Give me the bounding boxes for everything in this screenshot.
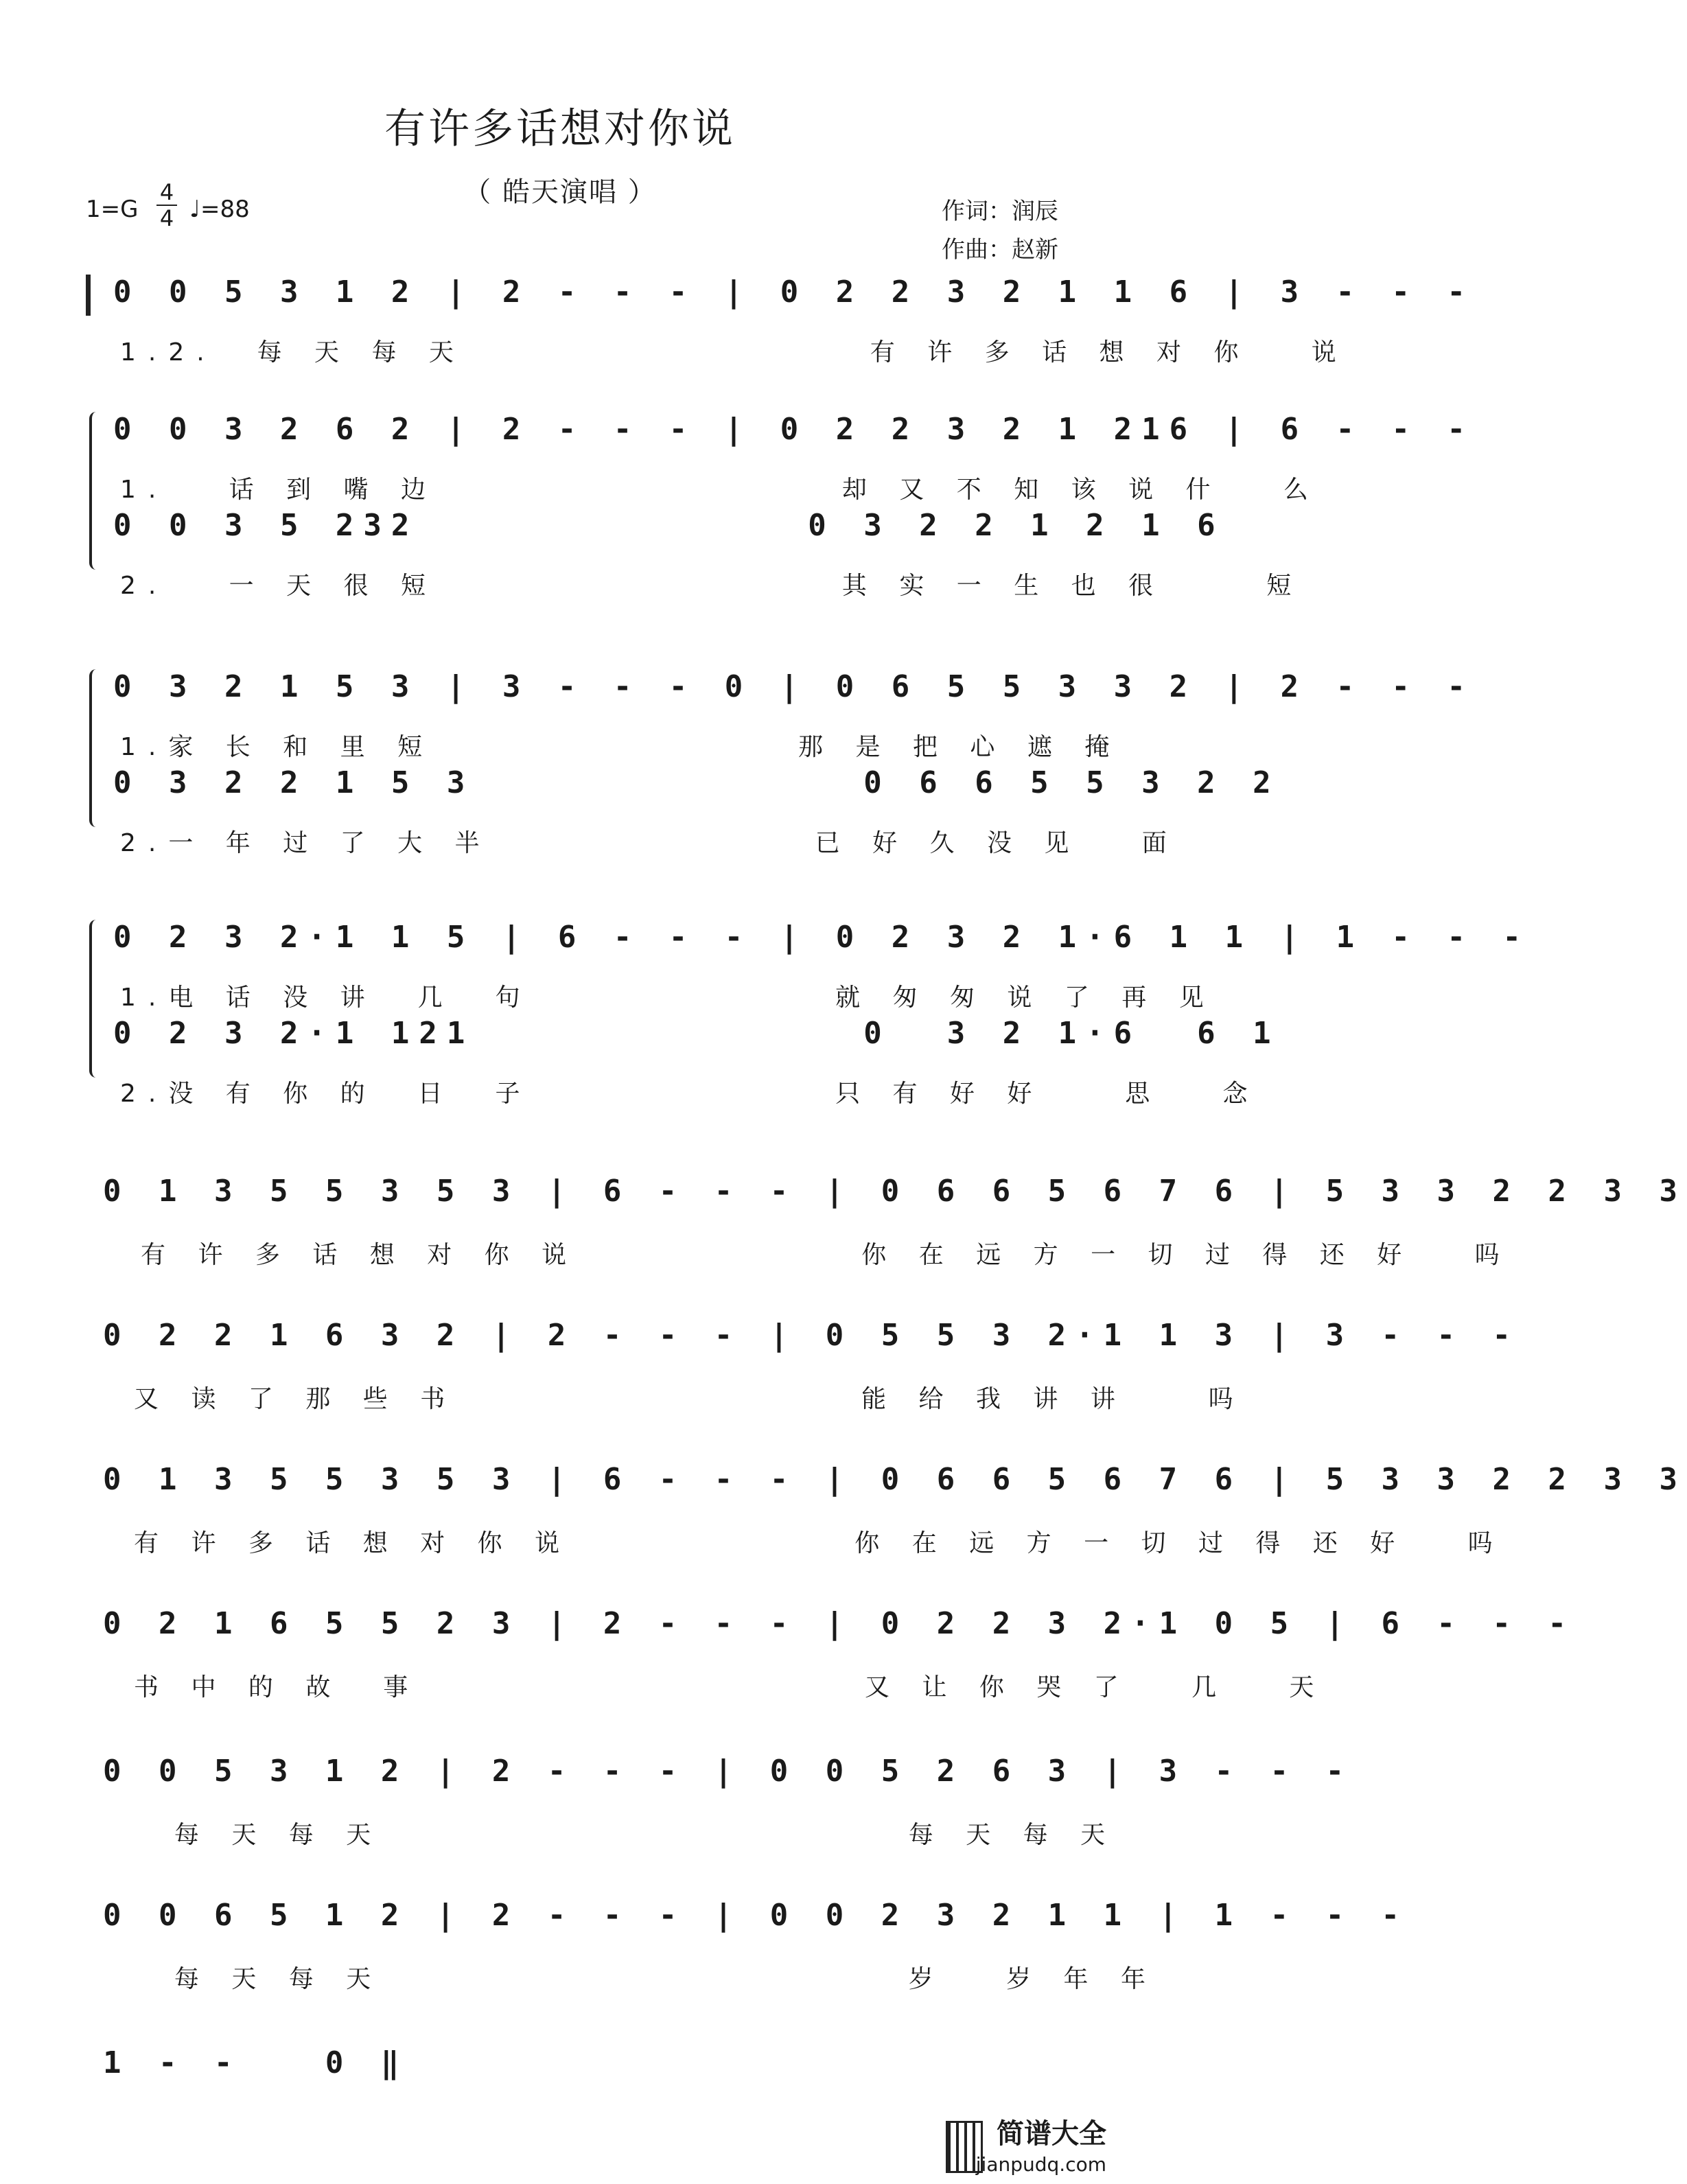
lyric-line-1: 1.家 长 和 里 短 那 是 把 心 遮 掩 <box>120 733 1122 761</box>
meter-top: 4 <box>159 179 174 205</box>
tempo-marking: ♩=88 <box>189 196 250 223</box>
lyric-line-2: 2.没 有 你 的 日 子 只 有 好 好 思 念 <box>120 1080 1260 1108</box>
lyric-line-2: 2. 一 天 很 短 其 实 一 生 也 很 短 <box>120 572 1304 600</box>
notation-line: 1 - - 0 ‖ <box>103 2045 409 2080</box>
notation-line: 0 1 3 5 5 3 5 3 | 6 - - - | 0 6 6 5 6 7 6 | 5 3 3 2 2 3 3 <box>103 1462 1687 1497</box>
watermark-url: jianpudq.com <box>975 2153 1106 2176</box>
lyric-line: 每 天 每 天 岁 岁 年 年 <box>134 1965 1158 1993</box>
notation-line: 0 0 5 3 1 2 | 2 - - - | 0 2 2 3 2 1 1 6 | 3 - - - <box>113 275 1476 310</box>
composer: 作曲：赵新 <box>942 236 1058 264</box>
notation-line: 0 2 2 1 6 3 2 | 2 - - - | 0 5 5 3 2·1 1 3 | 3 - - - <box>103 1318 1521 1353</box>
song-title: 有许多话想对你说 <box>384 105 736 153</box>
lyric-line: 每 天 每 天 每 天 每 天 <box>134 1821 1118 1849</box>
meter-bottom: 4 <box>159 205 174 231</box>
notation-line-2: 0 0 3 5 232 0 3 2 2 1 2 1 6 <box>113 508 1225 543</box>
notation-line: 0 0 5 3 1 2 | 2 - - - | 0 0 5 2 6 3 | 3 - - - <box>103 1754 1354 1789</box>
lyric-line: 书 中 的 故 事 又 让 你 哭 了 几 天 <box>134 1673 1327 1701</box>
notation-line: 0 2 1 6 5 5 2 3 | 2 - - - | 0 2 2 3 2·1 0 5 | 6 - - - <box>103 1606 1576 1641</box>
notation-line-2: 0 2 3 2·1 121 0 3 2 1·6 6 1 <box>113 1016 1281 1051</box>
notation-line-2: 0 3 2 2 1 5 3 0 6 6 5 5 3 2 2 <box>113 765 1281 800</box>
notation-line: 0 0 6 5 1 2 | 2 - - - | 0 0 2 3 2 1 1 | 1 - - - <box>103 1898 1410 1933</box>
lyric-line-1: 1. 话 到 嘴 边 却 又 不 知 该 说 什 么 <box>120 476 1320 504</box>
watermark-brand: 简谱大全 <box>997 2118 1106 2150</box>
notation-line: 0 3 2 1 5 3 | 3 - - - 0 | 0 6 5 5 3 3 2 | 2 - - - <box>113 669 1476 704</box>
notation-line: 0 2 3 2·1 1 5 | 6 - - - | 0 2 3 2 1·6 1 1 | 1 - - - <box>113 920 1531 955</box>
notation-line: 0 0 3 2 6 2 | 2 - - - | 0 2 2 3 2 1 216 | 6 - - - <box>113 412 1476 447</box>
lyric-line: 有 许 多 话 想 对 你 说 你 在 远 方 一 切 过 得 还 好 吗 <box>141 1241 1512 1269</box>
lyric-line: 又 读 了 那 些 书 能 给 我 讲 讲 吗 <box>134 1385 1246 1413</box>
lyric-line: 有 许 多 话 想 对 你 说 你 在 远 方 一 切 过 得 还 好 吗 <box>134 1529 1505 1557</box>
time-signature <box>156 180 177 231</box>
notation-line: 0 1 3 5 5 3 5 3 | 6 - - - | 0 6 6 5 6 7 6 | 5 3 3 2 2 3 3 <box>103 1174 1687 1209</box>
lyric-line-1: 1.电 话 没 讲 几 句 就 匆 匆 说 了 再 见 <box>120 984 1216 1012</box>
credits <box>942 192 1058 269</box>
key-signature: 1=G <box>86 196 139 223</box>
lyric-line-2: 2.一 年 过 了 大 半 已 好 久 没 见 面 <box>120 829 1179 857</box>
lyricist: 作词：润辰 <box>942 198 1058 225</box>
song-subtitle: （ 皓天演唱 ） <box>463 176 657 208</box>
lyric-line: 1.2. 每 天 每 天 有 许 多 话 想 对 你 说 <box>120 338 1349 367</box>
